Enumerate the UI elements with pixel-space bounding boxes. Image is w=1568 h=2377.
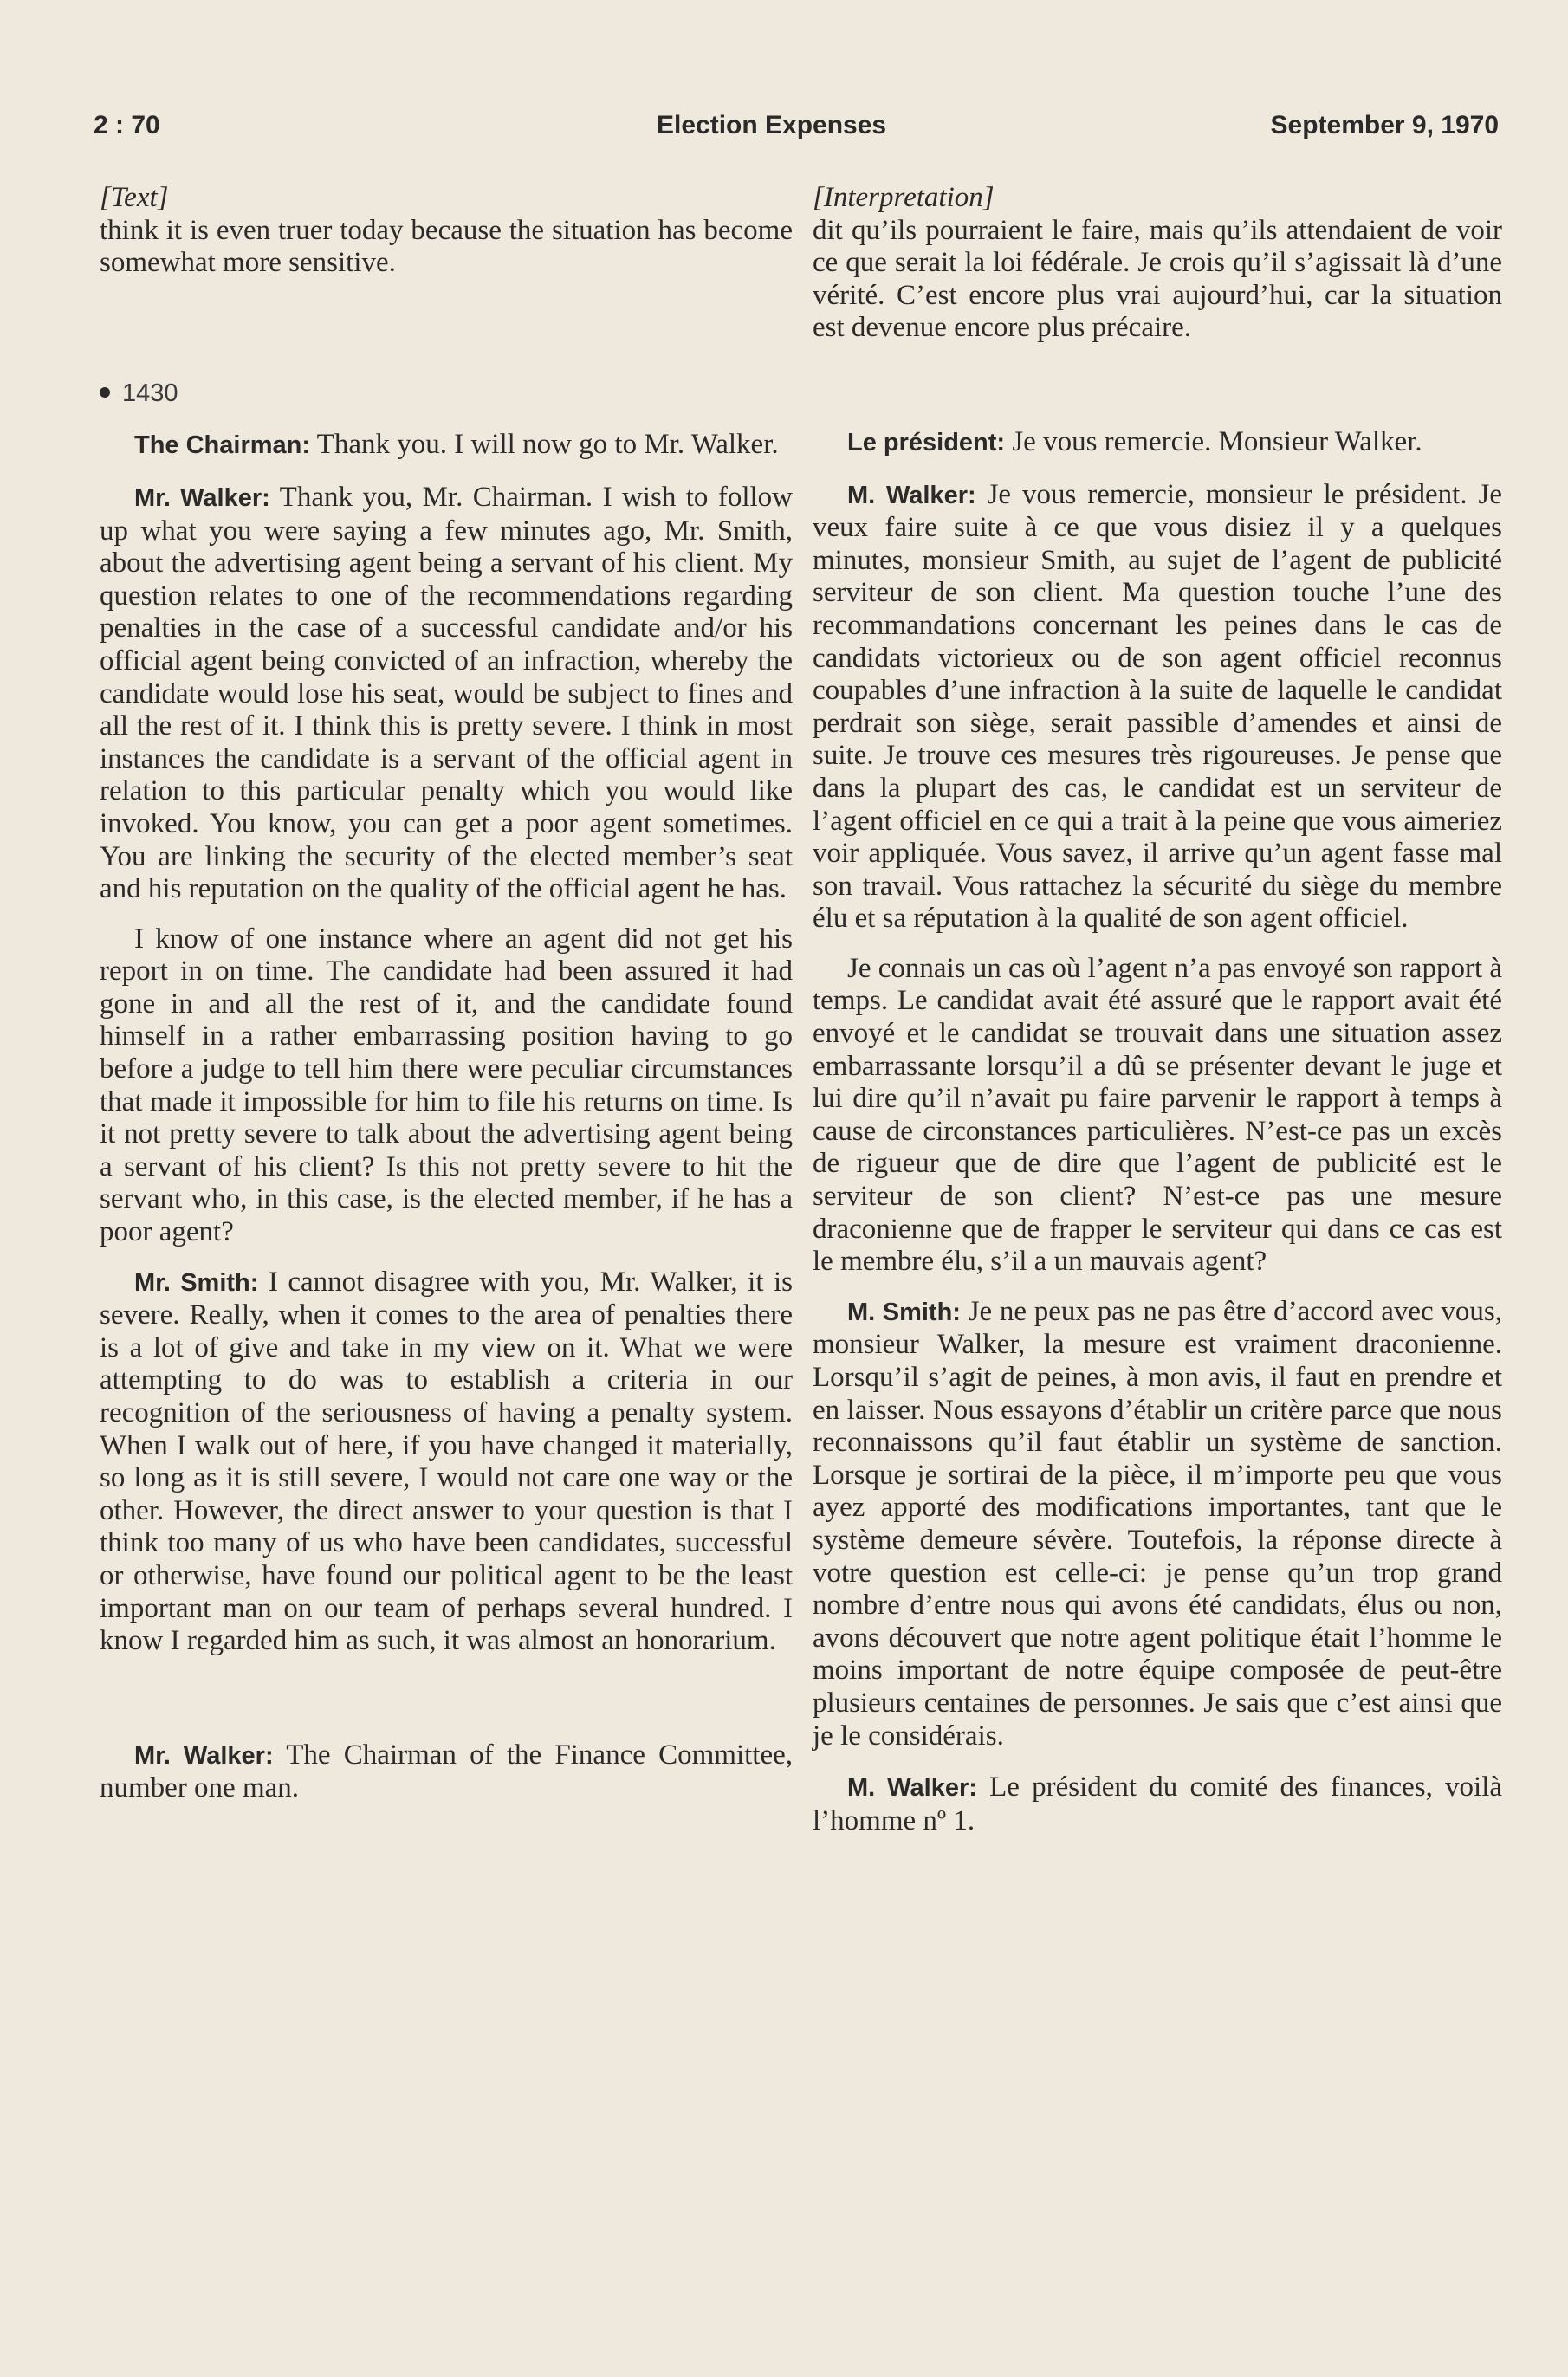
text-section-label: [Text] xyxy=(100,182,169,213)
speech-paragraph: Je connais un cas où l’agent n’a pas envoyé son rapport à temps. Le candidat avait été assuré que le rapport avait été envoyé et le candidat se trouvait dans une situation assez embarrassante lorsqu’il a dû se présenter devant le juge et lui dire qu’il n’avait pu faire parvenir le rapport à temps à cause de circonstances particulières. N’est-ce pas un excès de rigueur que de dire que l’agent de publicité est le serviteur de son client? N’est-ce pas une mesure draconienne que de frapper le serviteur qui dans ce cas est le membre élu, s’il a un mauvais agent? xyxy=(813,952,1503,1278)
running-header xyxy=(94,111,1499,154)
speaker-name: Mr. Smith: xyxy=(134,1268,259,1297)
speech-paragraph xyxy=(813,1296,1502,1752)
timestamp-marker xyxy=(100,378,793,411)
speaker-name: M. Walker: xyxy=(847,1774,977,1803)
page-number: 2 : 70 xyxy=(94,111,160,139)
french-column xyxy=(813,182,1502,1837)
speech-text: Thank you, Mr. Chairman. I wish to follow up what you were saying a few minutes ago, Mr. Smith, about the advertising agent being a servant of his client. My question relates to one of the recommendations regarding penalties in the case of a successful candidate and/or his official agent being convicted of an infraction, whereby the candidate would lose his seat, would be subject to fines and all the rest of it. I think this is pretty severe. I think in most instances the candidate is a servant of the official agent in relation to this particular penalty which you would like invoked. You know, you can get a poor agent sometimes. You are linking the security of the elected member’s seat and his reputation on the quality of the official agent he has. xyxy=(100,481,794,905)
interpretation-section-label: [Interpretation] xyxy=(813,182,995,213)
speech-text: I cannot disagree with you, Mr. Walker, it is severe. Really, when it comes to the area of penalties there is a lot of give and take in my view on it. What we were attempting to do was to establish a criteria in our recognition of the seriousness of having a penalty system. When I walk out of here, if you have changed it materially, so long as it is still severe, I would not care one way or the other. However, the direct answer to your question is that I think too many of us who have been candidates, successful or otherwise, have found our political agent to be the least important man on our team of perhaps several hundred. I know I regarded him as such, it was almost an honorarium. xyxy=(100,1266,794,1657)
speech-paragraph xyxy=(813,1771,1502,1837)
speaker-name: Le président: xyxy=(847,428,1006,457)
speaker-name: Mr. Walker: xyxy=(134,483,270,512)
speech-paragraph xyxy=(100,482,793,906)
speech-text: Je vous remercie, monsieur le président. Je veux faire suite à ce que vous disiez il y a quelques minutes, monsieur Smith, au sujet de l’agent de publicité serviteur de son client. Ma question touche l’une des recommandations concernant les peines dans le cas de candidats victorieux ou de son agent officiel reconnus coupables d’une infraction à la suite de laquelle le candidat perdrait son siège, serait passible d’amendes et ainsi de suite. Je trouve ces mesures très rigoureuses. Je pense que dans la plupart des cas, le candidat est un serviteur de l’agent officiel en ce qui a trait à la peine que vous aimeriez voir appliquée. Vous savez, il arrive qu’un agent fasse mal son travail. Vous rattachez la sécurité du siège du membre élu et sa réputation à la qualité de son agent officiel. xyxy=(813,478,1502,935)
speech-paragraph xyxy=(100,1266,793,1658)
speaker-name: The Chairman: xyxy=(134,431,311,460)
speech-text: Je ne peux pas ne pas être d’accord avec vous, monsieur Walker, la mesure est vraiment draconienne. Lorsqu’il s’agit de peines, à mon avis, il faut en prendre et en laisser. Nous essayons d’établir un critère parce que nous reconnaissons qu’il faut établir un système de sanction. Lorsque je sortirai de la pièce, il m’importe peu que vous ayez apporté des modifications importantes, tant que le système demeure sévère. Toutefois, la réponse directe à votre question est celle-ci: je pense qu’un trop grand nombre d’entre nous qui avons été candidats, élus ou non, avons découvert que notre agent politique était l’homme le moins important de notre équipe composée de peut-être plusieurs centaines de personnes. Je sais que c’est ainsi que je le considérais. xyxy=(813,1295,1502,1752)
speech-text: Thank you. I will now go to Mr. Walker. xyxy=(310,429,779,461)
timestamp-text: 1430 xyxy=(122,379,178,407)
speech-text: Je vous remercie. Monsieur Walker. xyxy=(1005,425,1422,457)
speaker-name: Mr. Walker: xyxy=(134,1741,274,1770)
speech-paragraph xyxy=(100,429,793,463)
speech-text: Le président du comité des finances, voilà l’homme nº 1. xyxy=(813,1771,1503,1836)
continuation-paragraph: dit qu’ils pourraient le faire, mais qu’ils attendaient de voir ce que serait la loi fédérale. Je crois qu’il s’agissait là d’une vérité. C’est encore plus vrai aujourd’hui, car la situation est devenue encore plus précaire. xyxy=(813,214,1502,344)
bullet-icon xyxy=(100,387,110,398)
speech-text: The Chairman of the Finance Committee, number one man. xyxy=(100,1739,793,1804)
speaker-name: M. Smith: xyxy=(847,1298,961,1326)
document-title: Election Expenses xyxy=(657,111,887,139)
speech-paragraph xyxy=(100,1739,793,1805)
document-date: September 9, 1970 xyxy=(1270,111,1499,139)
speech-paragraph xyxy=(813,479,1502,936)
english-column xyxy=(100,182,793,1805)
speech-paragraph: I know of one instance where an agent did not get his report in on time. The candidate had been assured it had gone in and all the rest of it, and the candidate found himself in a rather embarrassing position having to go before a judge to tell him there were peculiar circumstances that made it impossible for him to file his returns on time. Is it not pretty severe to talk about the advertising agent being a servant of his client? Is this not pretty severe to hit the servant who, in this case, is the elected member, if he has a poor agent? xyxy=(100,923,793,1248)
speech-paragraph xyxy=(813,426,1502,460)
speaker-name: M. Walker: xyxy=(847,481,976,509)
continuation-paragraph: think it is even truer today because the situation has become somewhat more sensitive. xyxy=(100,214,793,279)
